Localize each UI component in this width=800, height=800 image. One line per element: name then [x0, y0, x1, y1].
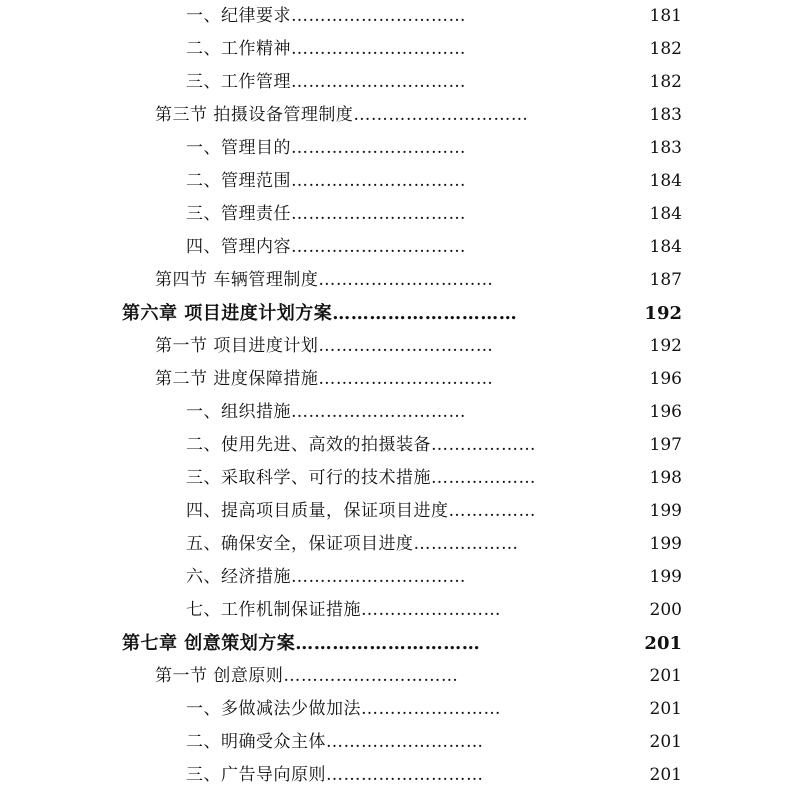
- toc-page-number: 181: [649, 6, 682, 26]
- toc-entry-title: 一、纪律要求…………………………: [186, 6, 466, 26]
- toc-section-entry[interactable]: [0, 363, 800, 396]
- toc-entry[interactable]: [0, 396, 800, 429]
- toc-entry[interactable]: [0, 594, 800, 627]
- toc-page-number: 182: [649, 39, 682, 59]
- toc-entry[interactable]: [0, 759, 800, 792]
- toc-entry[interactable]: [0, 561, 800, 594]
- toc-page-number: 183: [649, 138, 682, 158]
- toc-page-number: 201: [649, 699, 682, 719]
- toc-page-number: 192: [649, 336, 682, 356]
- toc-entry-title: 第一节 项目进度计划…………………………: [155, 336, 494, 356]
- toc-entry-title: 第七章 创意策划方案…………………………: [122, 633, 481, 654]
- toc-page-number: 196: [649, 402, 682, 422]
- toc-entry-title: 二、使用先进、高效的拍摄装备………………: [186, 435, 536, 455]
- toc-page-number: 199: [649, 501, 682, 521]
- toc-entry-title: 七、工作机制保证措施……………………: [186, 600, 501, 620]
- toc-section-entry[interactable]: [0, 99, 800, 132]
- toc-section-entry[interactable]: [0, 330, 800, 363]
- toc-entry[interactable]: [0, 462, 800, 495]
- toc-entry-title: 二、管理范围…………………………: [186, 171, 466, 191]
- toc-entry[interactable]: [0, 726, 800, 759]
- toc-entry-title: 三、广告导向原则………………………: [186, 765, 484, 785]
- toc-page-number: 196: [649, 369, 682, 389]
- toc-entry[interactable]: [0, 66, 800, 99]
- toc-page-number: 201: [649, 666, 682, 686]
- toc-entry-title: 第二节 进度保障措施…………………………: [155, 369, 494, 389]
- toc-page-number: 201: [644, 633, 682, 654]
- toc-entry[interactable]: [0, 132, 800, 165]
- toc-chapter-entry[interactable]: [0, 297, 800, 330]
- toc-entry-title: 五、确保安全，保证项目进度………………: [186, 534, 519, 554]
- toc-entry[interactable]: [0, 33, 800, 66]
- toc-chapter-entry[interactable]: [0, 627, 800, 660]
- toc-entry-title: 三、管理责任…………………………: [186, 204, 466, 224]
- toc-page-number: 192: [644, 303, 682, 324]
- toc-entry[interactable]: [0, 198, 800, 231]
- toc-entry-title: 一、多做减法少做加法……………………: [186, 699, 501, 719]
- toc-page-number: 183: [649, 105, 682, 125]
- toc-entry-title: 二、明确受众主体………………………: [186, 732, 484, 752]
- toc-page-number: 184: [649, 204, 682, 224]
- toc-page-number: 187: [649, 270, 682, 290]
- toc-entry-title: 一、管理目的…………………………: [186, 138, 466, 158]
- toc-page-number: 199: [649, 567, 682, 587]
- toc-section-entry[interactable]: [0, 660, 800, 693]
- toc-entry[interactable]: [0, 429, 800, 462]
- toc-page-number: 197: [649, 435, 682, 455]
- toc-entry-title: 一、组织措施…………………………: [186, 402, 466, 422]
- toc-entry[interactable]: [0, 0, 800, 33]
- toc-entry-title: 第六章 项目进度计划方案…………………………: [122, 303, 518, 324]
- toc-page-number: 184: [649, 237, 682, 257]
- toc-entry-title: 第四节 车辆管理制度…………………………: [155, 270, 494, 290]
- toc-page-number: 199: [649, 534, 682, 554]
- toc-entry[interactable]: [0, 528, 800, 561]
- toc-entry-title: 三、工作管理…………………………: [186, 72, 466, 92]
- toc-section-entry[interactable]: [0, 264, 800, 297]
- toc-entry-title: 三、采取科学、可行的技术措施………………: [186, 468, 536, 488]
- toc-page-number: 184: [649, 171, 682, 191]
- toc-entry[interactable]: [0, 165, 800, 198]
- toc-page-number: 201: [649, 765, 682, 785]
- toc-entry-title: 第三节 拍摄设备管理制度…………………………: [155, 105, 529, 125]
- toc-page-number: 182: [649, 72, 682, 92]
- toc-entry[interactable]: [0, 693, 800, 726]
- toc-page-number: 198: [649, 468, 682, 488]
- toc-entry-title: 四、提高项目质量，保证项目进度……………: [186, 501, 536, 521]
- toc-entry[interactable]: [0, 495, 800, 528]
- toc-entry-title: 第一节 创意原则…………………………: [155, 666, 459, 686]
- toc-entry-title: 二、工作精神…………………………: [186, 39, 466, 59]
- toc-entry[interactable]: [0, 231, 800, 264]
- toc-entry-title: 六、经济措施…………………………: [186, 567, 466, 587]
- toc-entry-title: 四、管理内容…………………………: [186, 237, 466, 257]
- toc-page-number: 200: [649, 600, 682, 620]
- toc-page-number: 201: [649, 732, 682, 752]
